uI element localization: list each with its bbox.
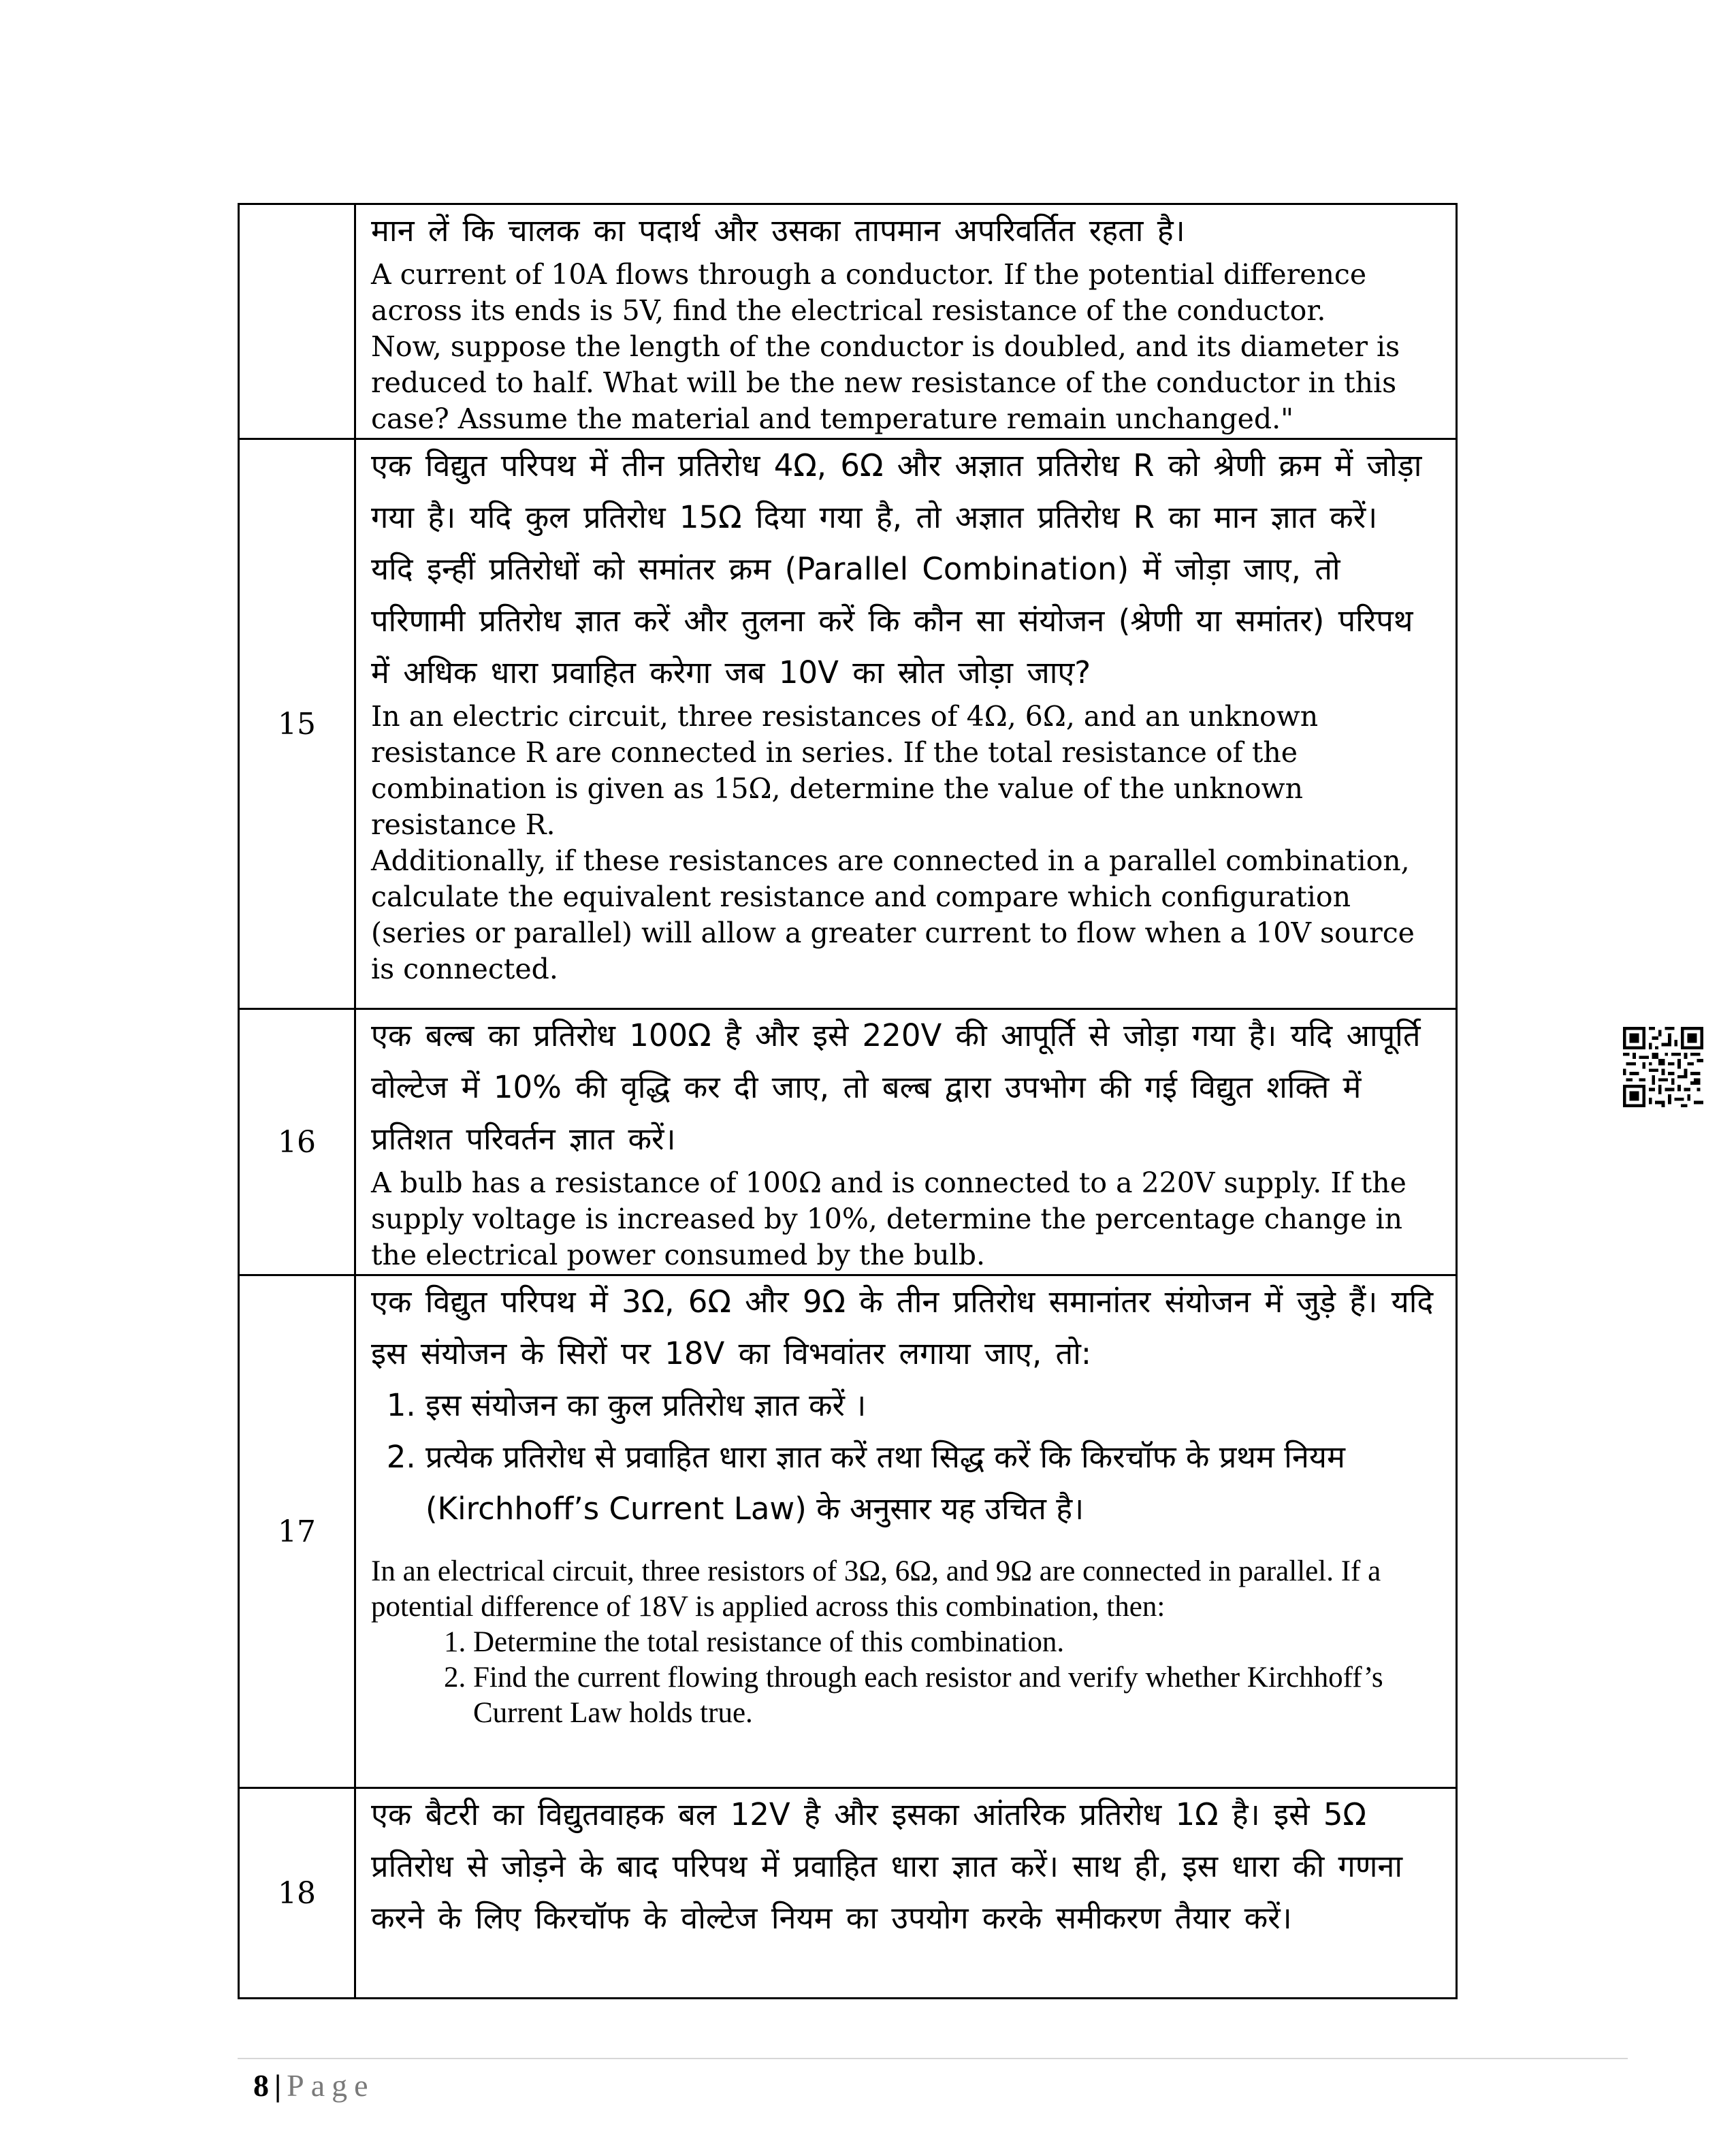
question-content bbox=[355, 204, 1457, 439]
english-list bbox=[371, 1625, 1441, 1731]
footer-divider bbox=[238, 2058, 1628, 2059]
hindi-text: मान लें कि चालक का पदार्थ और उसका तापमान अपरिवर्तित रहता है। bbox=[371, 212, 1185, 249]
question-number bbox=[239, 204, 355, 439]
page-footer bbox=[253, 2063, 375, 2107]
qr-code-icon bbox=[1623, 1027, 1703, 1107]
english-text: In an electric circuit, three resistances of 4Ω, 6Ω, and an unknown resistance R are connected in series. If the total resistance of the combination is given as 15Ω, determine the value of the unknown resistance R. bbox=[371, 700, 1319, 841]
hindi-text: एक विद्युत परिपथ में 3Ω, 6Ω और 9Ω के तीन प्रतिरोध समानांतर संयोजन में जुड़े हैं। यदि इस संयोजन के सिरों पर 18V का विभवांतर लगाया जाए, तो: bbox=[371, 1284, 1434, 1371]
hindi-list bbox=[371, 1380, 1441, 1535]
hindi-text: एक बैटरी का विद्युतवाहक बल 12V है और इसका आंतरिक प्रतिरोध 1Ω है। इसे 5Ω प्रतिरोध से जोड़ने के बाद परिपथ में प्रवाहित धारा ज्ञात करें। साथ ही, इस धारा की गणना करने के लिए किरचॉफ के वोल्टेज नियम का उपयोग करके समीकरण तैयार करें। bbox=[371, 1796, 1403, 1936]
list-item: 2. Find the current flowing through each resistor and verify whether Kirchhoff’s Current Law holds true. bbox=[473, 1660, 1441, 1731]
question-row-18 bbox=[239, 1788, 1457, 1999]
question-content bbox=[355, 439, 1457, 1009]
question-number: 18 bbox=[239, 1788, 355, 1999]
english-text: Now, suppose the length of the conductor is doubled, and its diameter is reduced to half. What will be the new resistance of the conductor in this case? Assume the material and temperature remain unchanged." bbox=[371, 330, 1400, 435]
hindi-text: एक विद्युत परिपथ में तीन प्रतिरोध 4Ω, 6Ω और अज्ञात प्रतिरोध R को श्रेणी क्रम में जोड़ा गया है। यदि कुल प्रतिरोध 15Ω दिया गया है, तो अज्ञात प्रतिरोध R का मान ज्ञात करें। bbox=[371, 447, 1422, 535]
english-text: In an electrical circuit, three resistors of 3Ω, 6Ω, and 9Ω are connected in parallel. If a potential difference of 18V is applied across this combination, then: bbox=[371, 1555, 1381, 1623]
list-item: 1. Determine the total resistance of this combination. bbox=[473, 1625, 1441, 1660]
question-content bbox=[355, 1009, 1457, 1275]
question-row-17 bbox=[239, 1275, 1457, 1788]
english-text: Additionally, if these resistances are connected in a parallel combination, calculate the equivalent resistance and compare which configuration (series or parallel) will allow a greater current to flow when a 10V source is connected. bbox=[371, 844, 1415, 985]
spacer bbox=[371, 1535, 1441, 1554]
english-text: A current of 10A flows through a conductor. If the potential difference across its ends is 5V, find the electrical resistance of the conductor. bbox=[371, 258, 1367, 327]
hindi-text: यदि इन्हीं प्रतिरोधों को समांतर क्रम (Parallel Combination) में जोड़ा जाए, तो परिणामी प्रतिरोध ज्ञात करें और तुलना करें कि कौन सा संयोजन (श्रेणी या समांतर) परिपथ में अधिक धारा प्रवाहित करेगा जब 10V का स्रोत जोड़ा जाए? bbox=[371, 551, 1413, 690]
question-content bbox=[355, 1788, 1457, 1999]
question-row-15 bbox=[239, 439, 1457, 1009]
page-number: 8 bbox=[253, 2068, 269, 2103]
page-label: Page bbox=[287, 2068, 375, 2103]
question-number: 17 bbox=[239, 1275, 355, 1788]
questions-table bbox=[238, 203, 1458, 1999]
list-item: 1. इस संयोजन का कुल प्रतिरोध ज्ञात करें । bbox=[425, 1380, 1441, 1431]
english-text: A bulb has a resistance of 100Ω and is connected to a 220V supply. If the supply voltage is increased by 10%, determine the percentage change in the electrical power consumed by the bulb. bbox=[371, 1166, 1407, 1271]
list-item: 2. प्रत्येक प्रतिरोध से प्रवाहित धारा ज्ञात करें तथा सिद्ध करें कि किरचॉफ के प्रथम नियम (Kirchhoff’s Current Law) के अनुसार यह उचित है। bbox=[425, 1431, 1441, 1535]
question-row-14-continued bbox=[239, 204, 1457, 439]
hindi-text: एक बल्ब का प्रतिरोध 100Ω है और इसे 220V की आपूर्ति से जोड़ा गया है। यदि आपूर्ति वोल्टेज में 10% की वृद्धि कर दी जाए, तो बल्ब द्वारा उपभोग की गई विद्युत शक्ति में प्रतिशत परिवर्तन ज्ञात करें। bbox=[371, 1017, 1421, 1157]
footer-separator: | bbox=[274, 2068, 282, 2103]
question-number: 15 bbox=[239, 439, 355, 1009]
question-row-16 bbox=[239, 1009, 1457, 1275]
question-number: 16 bbox=[239, 1009, 355, 1275]
question-content bbox=[355, 1275, 1457, 1788]
